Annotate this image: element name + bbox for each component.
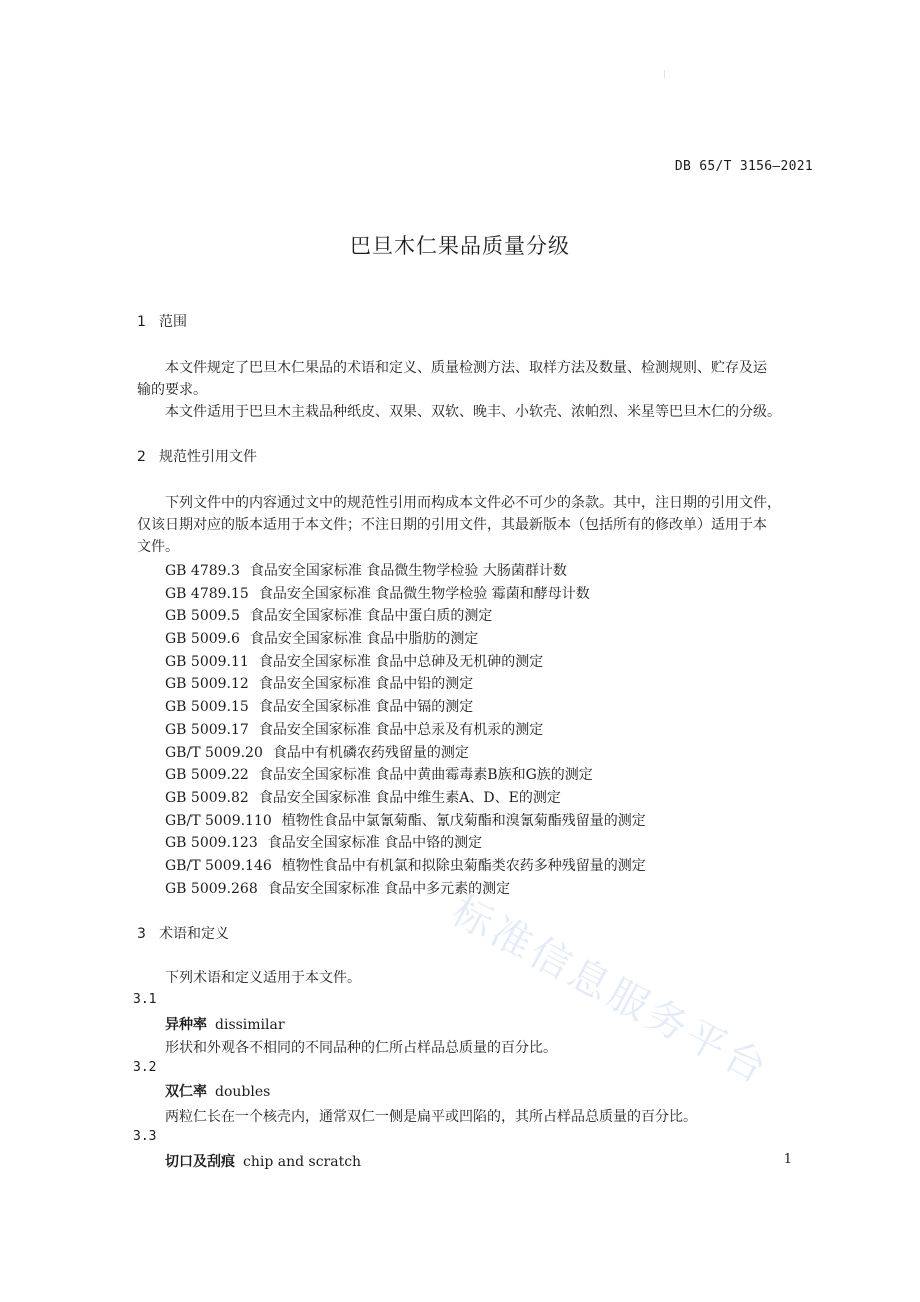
reference-title: 食品安全国家标准 食品中总砷及无机砷的测定: [258, 653, 544, 670]
reference-title: 食品安全国家标准 食品中黄曲霉毒素B族和G族的测定: [258, 767, 593, 784]
reference-code: GB/T 5009.146: [165, 857, 272, 874]
term-name-en: chip and scratch: [243, 1154, 362, 1170]
terms-intro: 下列术语和定义适用于本文件。: [165, 970, 361, 986]
section-number: 3: [137, 926, 146, 942]
term-name-en: dissimilar: [215, 1017, 285, 1033]
reference-item: [165, 878, 646, 901]
watermark: 标准信息服务平台: [444, 887, 777, 1094]
section-title: 规范性引用文件: [159, 449, 257, 465]
term-name-zh: 切口及刮痕: [165, 1154, 235, 1170]
reference-item: [165, 628, 646, 651]
reference-item: [165, 855, 646, 878]
term-name-en: doubles: [215, 1084, 271, 1100]
term-name-zh: 双仁率: [165, 1084, 207, 1100]
reference-code: GB 5009.5: [165, 608, 240, 625]
term-entry: [165, 1081, 270, 1101]
scope-paragraph-1: [137, 357, 813, 401]
reference-title: 食品安全国家标准 食品中铅的测定: [258, 676, 474, 693]
reference-code: GB 5009.12: [165, 676, 249, 693]
paragraph-line: 输的要求。: [137, 382, 207, 398]
paragraph-line: 文件。: [137, 539, 179, 555]
reference-title: 食品安全国家标准 食品微生物学检验 霉菌和酵母计数: [258, 585, 590, 602]
term-definition: 两粒仁长在一个核壳内，通常双仁一侧是扁平或凹陷的，其所占样品总质量的百分比。: [165, 1109, 697, 1125]
reference-code: GB 5009.123: [165, 835, 258, 852]
document-title: 巴旦木仁果品质量分级: [350, 234, 570, 258]
reference-title: 食品安全国家标准 食品中镉的测定: [258, 699, 474, 716]
references-intro: [137, 492, 813, 558]
reference-code: GB 5009.268: [165, 880, 258, 897]
paragraph-line: 仅该日期对应的版本适用于本文件；不注日期的引用文件，其最新版本（包括所有的修改单）适用于本: [137, 517, 767, 533]
reference-code: GB/T 5009.20: [165, 744, 263, 761]
reference-code: GB 5009.82: [165, 789, 249, 806]
term-number: 3.1: [133, 992, 157, 1007]
section-heading-normative-references: [137, 446, 257, 466]
reference-code: GB 4789.3: [165, 563, 240, 579]
reference-title: 食品中有机磷农药残留量的测定: [272, 744, 469, 761]
term-number: 3.2: [133, 1060, 157, 1075]
reference-item: [165, 696, 646, 719]
reference-code: GB 5009.22: [165, 767, 249, 784]
paragraph-line: 下列文件中的内容通过文中的规范性引用而构成本文件必不可少的条款。其中，注日期的引用文件，: [165, 495, 781, 511]
reference-code: GB/T 5009.110: [165, 812, 272, 829]
section-heading-scope: [137, 311, 187, 331]
reference-item: [165, 651, 646, 674]
section-number: 1: [137, 314, 146, 330]
reference-code: GB 5009.15: [165, 699, 249, 716]
reference-item: [165, 764, 646, 787]
reference-code: GB 5009.6: [165, 631, 240, 648]
reference-title: 食品安全国家标准 食品微生物学检验 大肠菌群计数: [249, 563, 567, 579]
paragraph-line: 本文件规定了巴旦木仁果品的术语和定义、质量检测方法、取样方法及数量、检测规则、贮存及运: [165, 360, 767, 376]
reference-title: 植物性食品中氯氰菊酯、氰戊菊酯和溴氰菊酯残留量的测定: [281, 812, 646, 829]
reference-item: [165, 673, 646, 696]
scan-mark: [664, 70, 665, 78]
reference-title: 食品安全国家标准 食品中总汞及有机汞的测定: [258, 721, 544, 738]
scope-paragraph-2: 本文件适用于巴旦木主栽品种纸皮、双果、双软、晚丰、小软壳、浓帕烈、米星等巴旦木仁的分级。: [165, 404, 781, 420]
reference-code: GB 5009.17: [165, 721, 249, 738]
section-title: 范围: [159, 314, 187, 330]
term-definition: 形状和外观各不相同的不同品种的仁所占样品总质量的百分比。: [165, 1040, 557, 1056]
section-heading-terms: [137, 923, 229, 943]
standard-code: DB 65/T 3156—2021: [674, 159, 813, 174]
reference-code: GB 5009.11: [165, 653, 249, 670]
reference-title: 食品安全国家标准 食品中维生素A、D、E的测定: [258, 789, 561, 806]
reference-item: [165, 560, 646, 583]
term-number: 3.3: [133, 1129, 157, 1144]
reference-item: [165, 583, 646, 606]
reference-code: GB 4789.15: [165, 585, 249, 602]
reference-title: 食品安全国家标准 食品中多元素的测定: [267, 880, 511, 897]
reference-item: [165, 605, 646, 628]
reference-title: 食品安全国家标准 食品中铬的测定: [267, 835, 483, 852]
term-name-zh: 异种率: [165, 1017, 207, 1033]
reference-item: [165, 787, 646, 810]
reference-title: 植物性食品中有机氯和拟除虫菊酯类农药多种残留量的测定: [281, 857, 646, 874]
reference-list: [165, 560, 646, 900]
section-number: 2: [137, 449, 146, 465]
reference-item: [165, 719, 646, 742]
page-number: 1: [783, 1152, 792, 1167]
term-entry: [165, 1151, 361, 1171]
reference-item: [165, 810, 646, 833]
reference-title: 食品安全国家标准 食品中蛋白质的测定: [249, 608, 493, 625]
reference-item: [165, 742, 646, 765]
term-entry: [165, 1014, 285, 1034]
reference-title: 食品安全国家标准 食品中脂肪的测定: [249, 631, 479, 648]
reference-item: [165, 832, 646, 855]
section-title: 术语和定义: [159, 926, 229, 942]
